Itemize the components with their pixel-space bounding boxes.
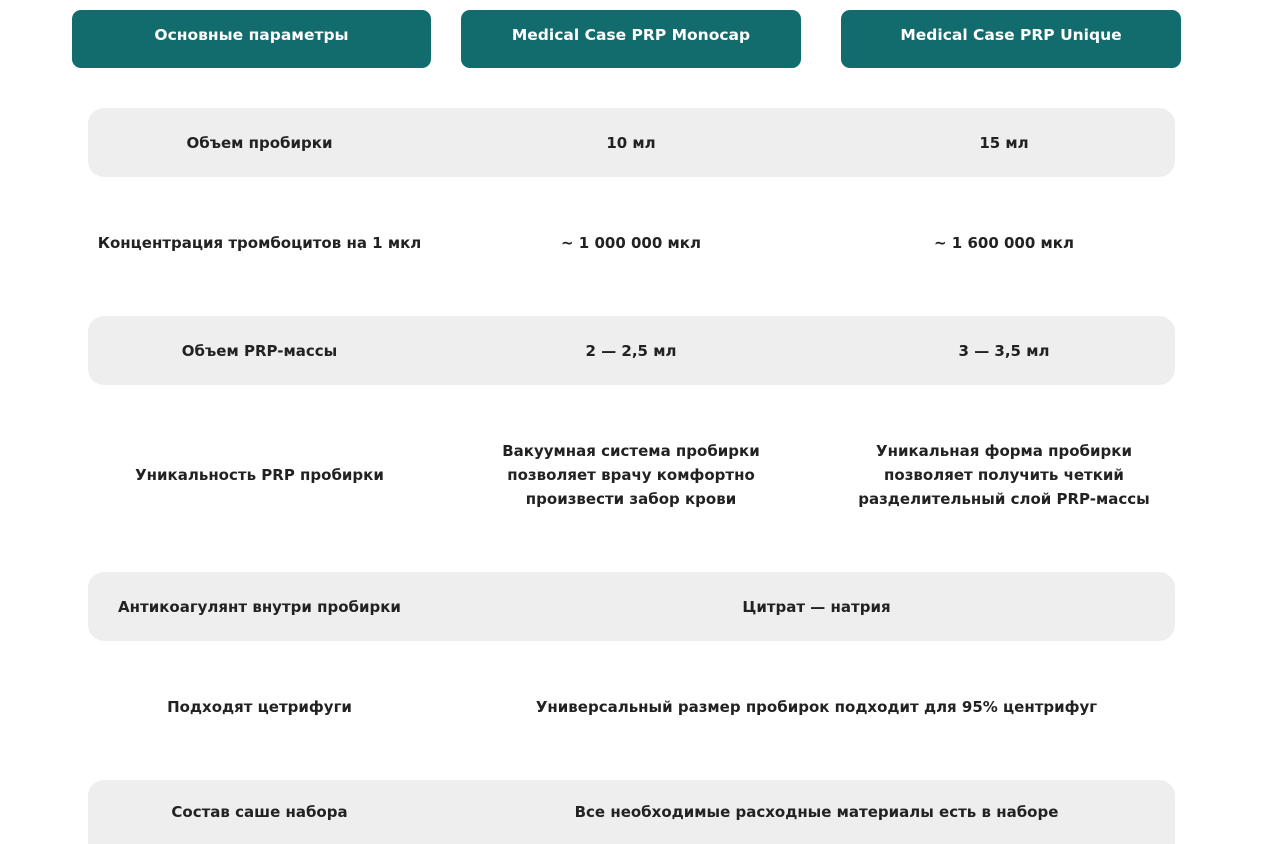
table-row (88, 212, 1175, 274)
param-label: Объем PRP-массы (181, 341, 338, 360)
header-tab-prp-unique[interactable]: Medical Case PRP Unique (841, 10, 1181, 68)
param-label: Уникальность PRP пробирки (135, 466, 384, 484)
param-label: Подходят цетрифуги (167, 698, 352, 716)
monocap-value: 10 мл (606, 133, 656, 152)
unique-value: 15 мл (979, 133, 1029, 152)
table-row (88, 572, 1175, 641)
unique-value: 3 — 3,5 мл (958, 341, 1050, 360)
shared-value: Все необходимые расходные материалы есть в наборе (574, 803, 1059, 821)
param-label: Состав саше набора (171, 803, 348, 821)
table-row (88, 676, 1175, 738)
monocap-value: Вакуумная система пробирки позволяет врачу комфортно произвести забор крови (502, 442, 760, 508)
table-row (88, 108, 1175, 177)
table-row (88, 780, 1175, 844)
monocap-value: ~ 1 000 000 мкл (561, 234, 701, 252)
table-row (88, 316, 1175, 385)
param-label: Антикоагулянт внутри пробирки (118, 597, 401, 616)
unique-value: Уникальная форма пробирки позволяет получить четкий разделительный слой PRP-массы (858, 442, 1150, 508)
table-row (88, 430, 1175, 520)
param-label: Концентрация тромбоцитов на 1 мкл (97, 234, 422, 252)
unique-value: ~ 1 600 000 мкл (934, 234, 1074, 252)
header-tab-prp-monocap[interactable]: Medical Case PRP Monocap (461, 10, 801, 68)
shared-value: Универсальный размер пробирок подходит для 95% центрифуг (535, 698, 1098, 716)
shared-value: Цитрат — натрия (742, 597, 891, 616)
param-label: Объем пробирки (186, 133, 333, 152)
header-tab-main-params[interactable]: Основные параметры (72, 10, 431, 68)
monocap-value: 2 — 2,5 мл (585, 341, 677, 360)
